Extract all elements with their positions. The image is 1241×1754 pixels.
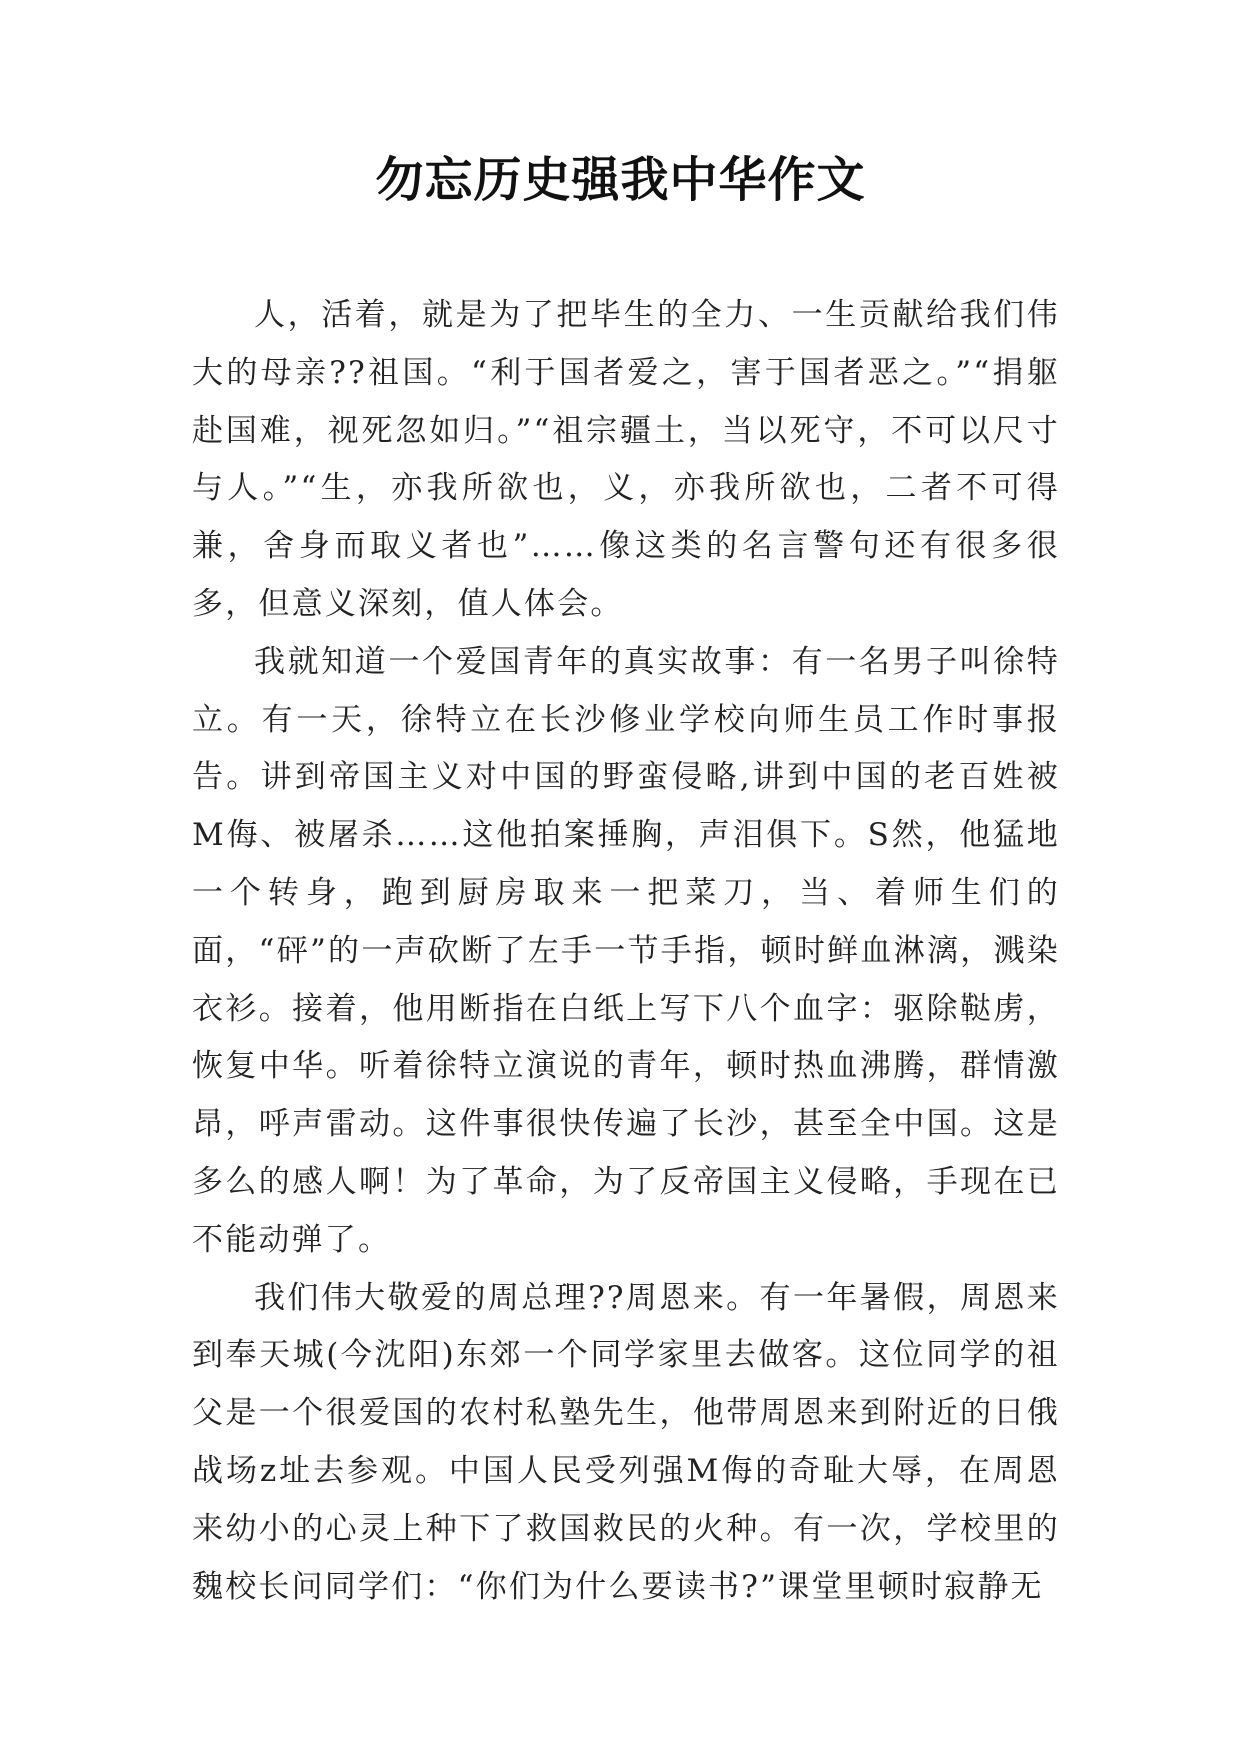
paragraph: 人，活着，就是为了把毕生的全力、一生贡献给我们伟大的母亲??祖国。“利于国者爱之，害于国者恶之。”“捐躯赴国难，视死忽如归。”“祖宗疆土，当以死守，不可以尺寸与人。”“生，亦我所欲也，义，亦我所欲也，二者不可得兼，舍身而取义者也”……像这类的名言警句还有很多很多，但意义深刻，值人体会。 [192,297,1060,622]
document-body [192,287,1060,1616]
document-title: 勿忘历史强我中华作文 [375,152,866,208]
paragraph: 我就知道一个爱国青年的真实故事：有一名男子叫徐特立。有一天，徐特立在长沙修业学校向师生员工作时事报告。讲到帝国主义对中国的野蛮侵略,讲到中国的老百姓被M侮、被屠杀……这他拍案捶胸，声泪俱下。S然，他猛地一个转身，跑到厨房取来一把菜刀，当、着师生们的面，“砰”的一声砍断了左手一节手指，顿时鲜血淋漓，溅染衣衫。接着，他用断指在白纸上写下八个血字：驱除鞑虏，恢复中华。听着徐特立演说的青年，顿时热血沸腾，群情激昂，呼声雷动。这件事很快传遍了长沙，甚至全中国。这是多么的感人啊！为了革命，为了反帝国主义侵略，手现在已不能动弹了。 [192,643,1060,1258]
paragraph: 我们伟大敬爱的周总理??周恩来。有一年暑假，周恩来到奉天城(今沈阳)东郊一个同学家里去做客。这位同学的祖父是一个很爱国的农村私塾先生，他带周恩来到附近的日俄战场z址去参观。中国人民受列强M侮的奇耻大辱，在周恩来幼小的心灵上种下了救国救民的火种。有一次，学校里的魏校长问同学们：“你们为什么要读书?”课堂里顿时寂静无 [192,1279,1060,1605]
